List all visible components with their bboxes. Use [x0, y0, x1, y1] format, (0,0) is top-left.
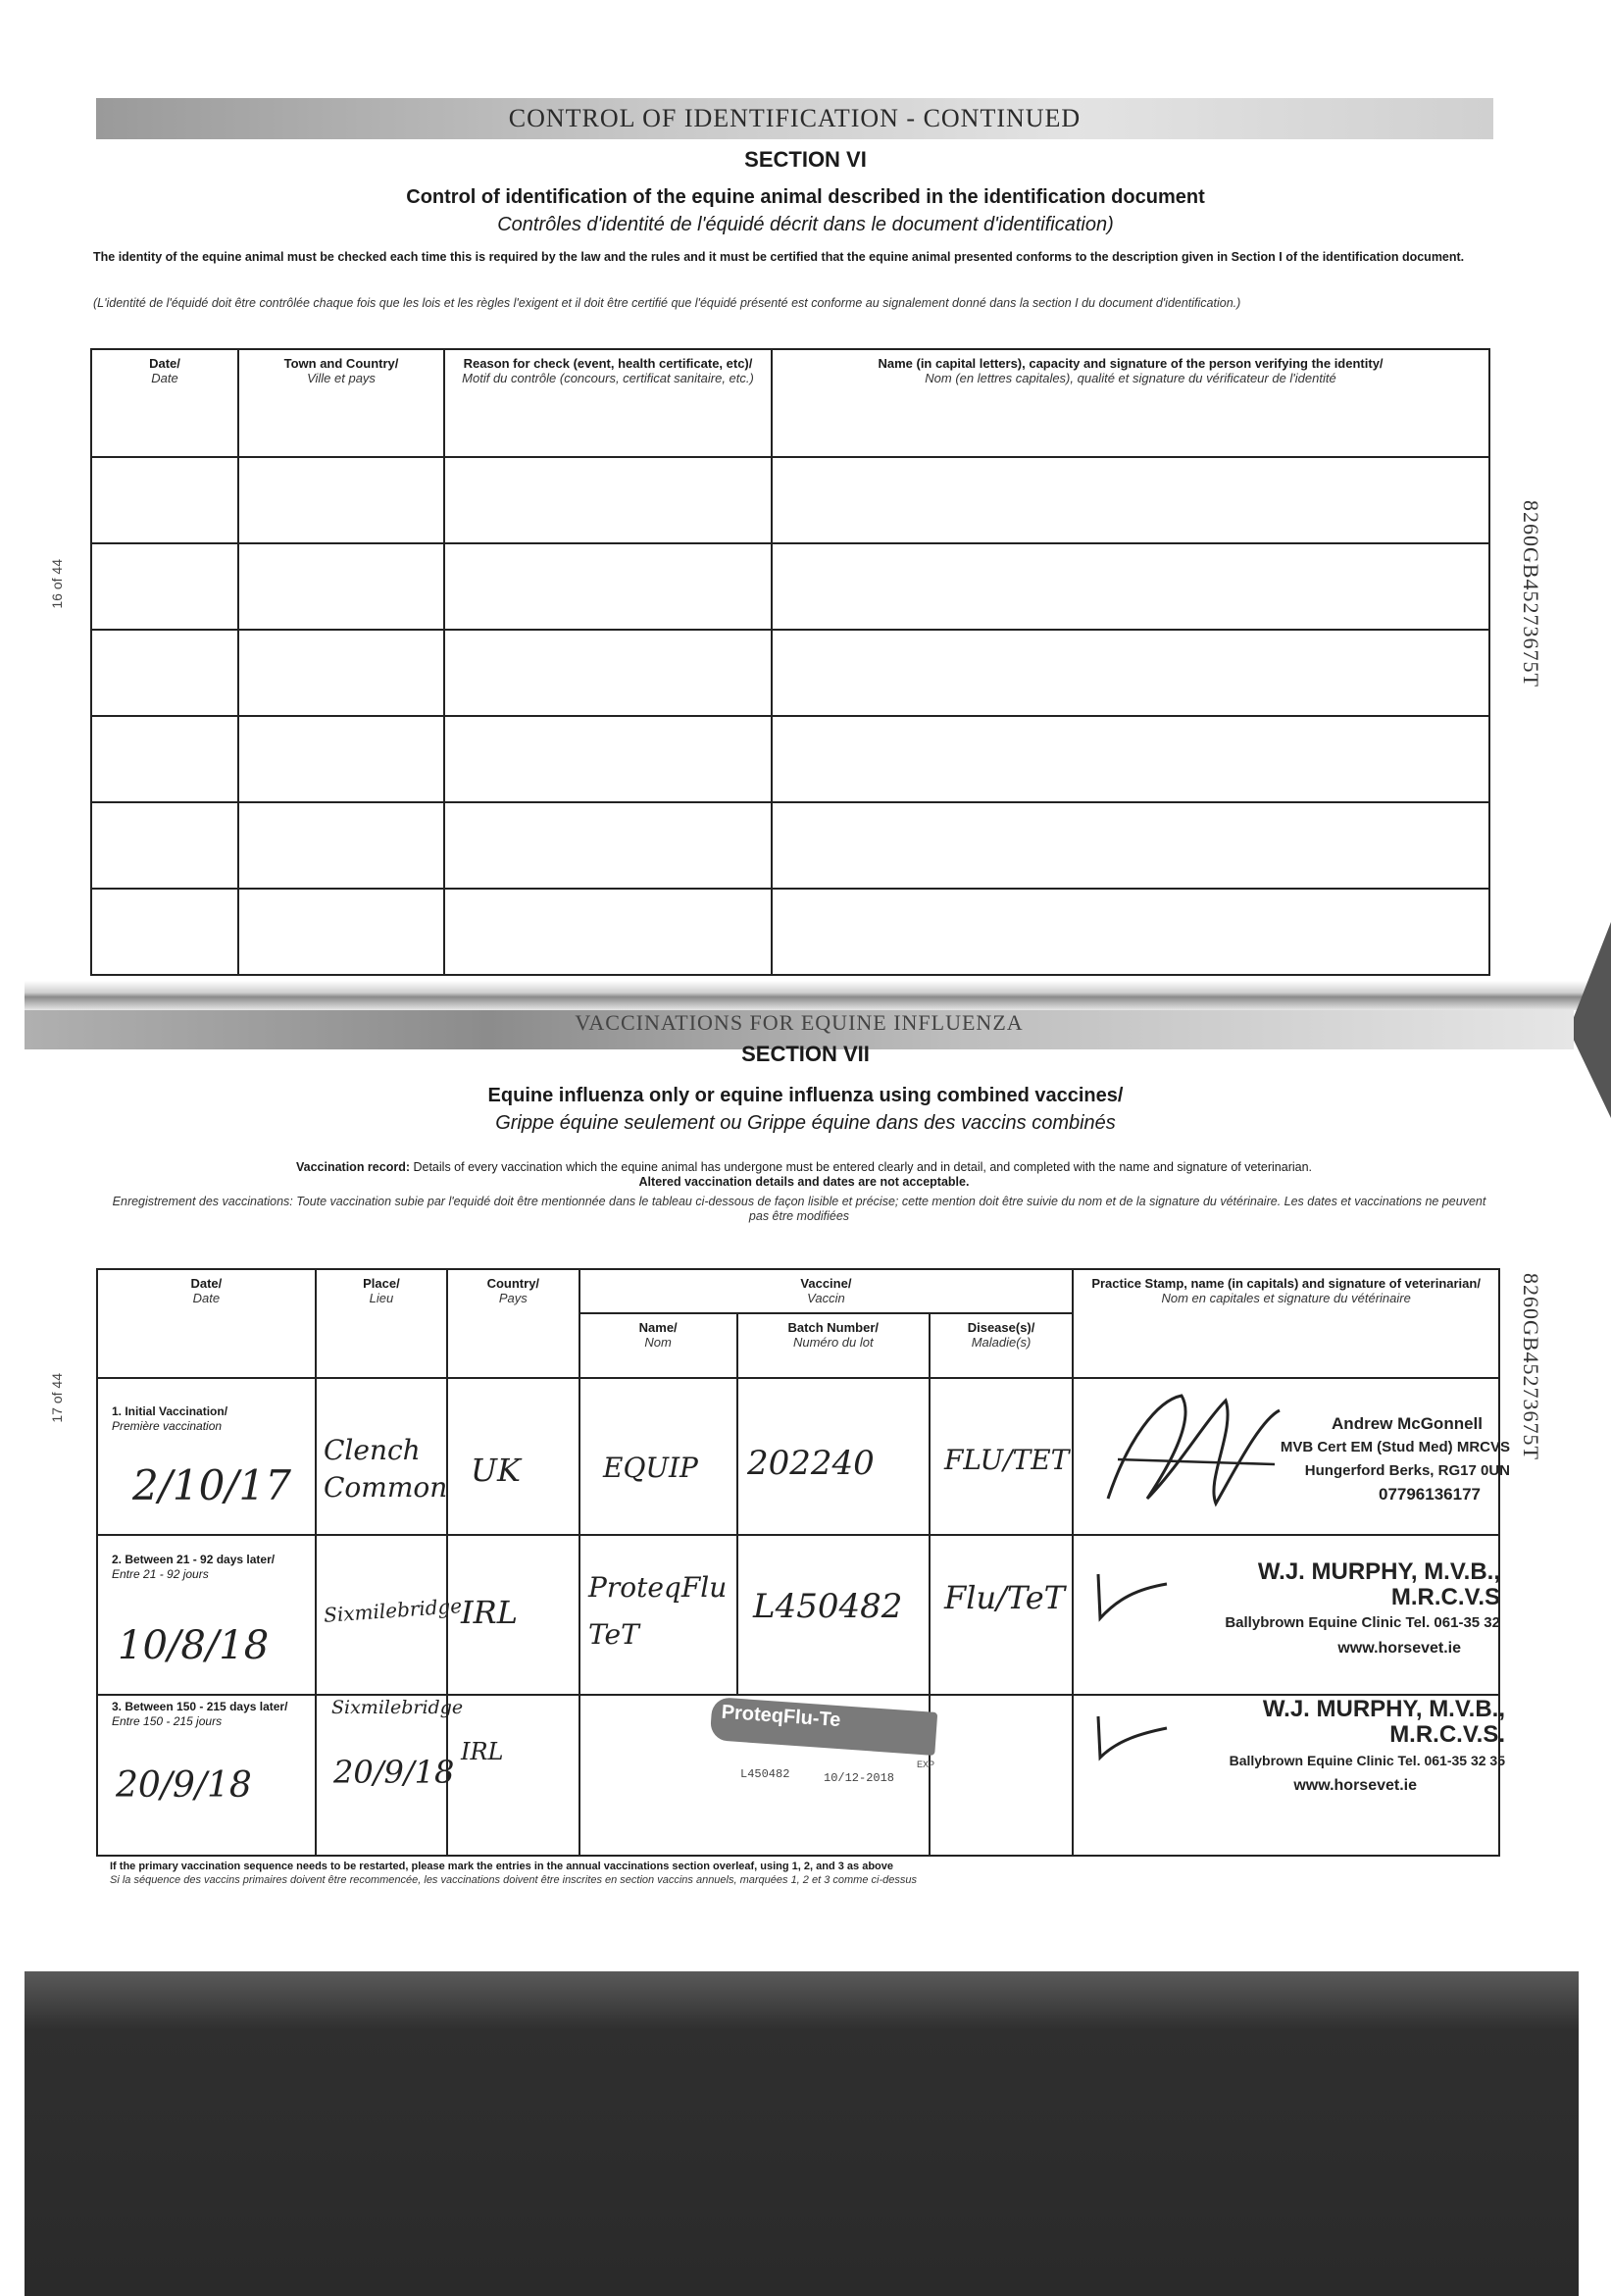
row3-label: 3. Between 150 - 215 days later/ Entre 150 - 215 jours [112, 1700, 288, 1728]
row2-signature [1088, 1559, 1177, 1628]
record-en2: Altered vaccination details and dates are not acceptable. [638, 1175, 970, 1189]
page-fold-shadow [25, 981, 1588, 1010]
section7-subtitle-fr: Grippe équine seulement ou Grippe équine dans des vaccins combinés [495, 1112, 1116, 1134]
table-row [91, 716, 1489, 802]
scan-dark-edge [25, 1971, 1579, 2296]
row2-stamp-line2: Ballybrown Equine Clinic Tel. 061-35 32 [1225, 1614, 1500, 1631]
header-town: Town and Country/ Ville et pays [238, 349, 444, 457]
table-row [91, 457, 1489, 543]
header-date: Date/ Date [91, 349, 238, 457]
record-en: Details of every vaccination which the equine animal has undergone must be entered clearly and in detail, and completed with the name and signature of veterinarian. [413, 1160, 1313, 1174]
vaccine-sticker [711, 1701, 935, 1803]
header-place: Place/ Lieu [316, 1269, 447, 1378]
sticker-batch: L450482 [740, 1767, 790, 1781]
row1-batch: 202240 [747, 1444, 875, 1483]
row3-place-date: 20/9/18 [333, 1754, 455, 1791]
vaccination-record-note [108, 1160, 1500, 1190]
section6-banner [96, 98, 1493, 139]
row2-stamp-name: W.J. MURPHY, M.V.B., M.R.C.V.S [1257, 1558, 1500, 1610]
section6-banner-title: CONTROL OF IDENTIFICATION - CONTINUED [508, 104, 1082, 132]
header-verifier: Name (in capital letters), capacity and signature of the person verifying the identity/ Nom (en lettres capitales), qualité et signature du vérificateur de l'identité [772, 349, 1489, 457]
table-row [91, 630, 1489, 716]
table-row [91, 543, 1489, 630]
side-id-bottom: 8260GB45273675T [1519, 1273, 1543, 1460]
row1-place: Clench Common [324, 1434, 448, 1504]
header-reason: Reason for check (event, health certificate, etc)/ Motif du contrôle (concours, certificat sanitaire, etc.) [444, 349, 772, 457]
section6-subtitle-en: Control of identification of the equine animal described in the identification document [406, 186, 1205, 208]
section7-subtitle-en: Equine influenza only or equine influenza using combined vaccines/ [487, 1085, 1124, 1106]
header-country: Country/ Pays [447, 1269, 579, 1378]
page-label-16: 16 of 44 [49, 559, 65, 609]
sticker-expiry: 10/12-2018 [824, 1771, 895, 1785]
identity-check-table [90, 348, 1490, 976]
section6-title: SECTION VI [744, 147, 867, 172]
row1-disease: FLU/TET [944, 1444, 1070, 1476]
section7-title: SECTION VII [741, 1042, 870, 1066]
side-id-top: 8260GB45273675T [1519, 500, 1543, 688]
header-disease: Disease(s)/ Maladie(s) [930, 1313, 1073, 1377]
row1-country: UK [471, 1452, 521, 1489]
record-label: Vaccination record: [295, 1160, 410, 1174]
page-label-17: 17 of 44 [49, 1373, 65, 1423]
table-row [91, 889, 1489, 975]
header-vacc-date: Date/ Date [97, 1269, 316, 1378]
row2-place: Sixmilebridge [323, 1594, 463, 1627]
row1-stamp-line2: MVB Cert EM (Stud Med) MRCVS [1280, 1439, 1510, 1455]
section7-banner-title: VACCINATIONS FOR EQUINE INFLUENZA [575, 1010, 1024, 1035]
row1-vaccine-name: EQUIP [603, 1452, 698, 1484]
row3-stamp-name: W.J. MURPHY, M.V.B., M.R.C.V.S. [1262, 1696, 1505, 1748]
row1-stamp [1245, 1412, 1510, 1506]
row2-date: 10/8/18 [118, 1623, 270, 1668]
row3-stamp-line2: Ballybrown Equine Clinic Tel. 061-35 32 35 [1229, 1753, 1505, 1768]
sticker-brand: ProteqFlu-Te [710, 1697, 938, 1756]
row2-stamp-line3: www.horsevet.ie [1337, 1640, 1461, 1657]
row3-stamp-line3: www.horsevet.ie [1293, 1777, 1417, 1794]
row2-disease: Flu/TeT [944, 1579, 1065, 1616]
section6-subtitle-fr: Contrôles d'identité de l'équidé décrit dans le document d'identification) [497, 214, 1114, 235]
row3-place: Sixmilebridge [331, 1697, 464, 1718]
row1-stamp-line3: Hungerford Berks, RG17 0UN [1304, 1462, 1510, 1479]
footnote-en: If the primary vaccination sequence needs to be restarted, please mark the entries in the annual vaccinations section overleaf, using 1, 2, and 3 as above [110, 1861, 894, 1872]
section6-note-fr: (L'identité de l'équidé doit être contrôlée chaque fois que les lois et les règles l'exigent et il doit être certifié que l'équidé présenté est conforme au signalement donné dans la section I du document d'identification.) [93, 296, 1241, 310]
row2-vaccine-name: ProteqFlu TeT [588, 1571, 728, 1651]
row3-stamp [1152, 1697, 1505, 1799]
row2-stamp [1167, 1559, 1500, 1661]
row1-stamp-name: Andrew McGonnell [1332, 1414, 1483, 1433]
footnote-fr: Si la séquence des vaccins primaires doivent être recommencée, les vaccinations doivent être inscrites en section vaccins annuels, marquées 1, 2 et 3 comme ci-dessus [110, 1874, 917, 1886]
header-batch: Batch Number/ Numéro du lot [737, 1313, 930, 1377]
section6-note-en: The identity of the equine animal must be checked each time this is required by the law and the rules and it must be certified that the equine animal presented conforms to the description given in Section I of the identification document. [93, 250, 1465, 264]
header-vaccine: Vaccine/ Vaccin [579, 1269, 1074, 1313]
row3-date: 20/9/18 [116, 1765, 252, 1806]
vaccination-record-fr: Enregistrement des vaccinations: Toute vaccination subie par l'equidé doit être mentionnée dans le tableau ci-dessous de façon lisible et précise; cette mention doit être suivie du nom et de la signature du vétérinaire. Les dates et vaccinations ne peuvent pas être modifiées [112, 1195, 1486, 1223]
row1-stamp-line4: 07796136177 [1378, 1485, 1481, 1504]
row3-country: IRL [461, 1738, 504, 1765]
row2-label: 2. Between 21 - 92 days later/ Entre 21 - 92 jours [112, 1553, 276, 1581]
row2-country: IRL [461, 1594, 518, 1631]
row1-label: 1. Initial Vaccination/ Première vaccination [112, 1404, 228, 1433]
header-vaccine-name: Name/ Nom [579, 1313, 737, 1377]
header-stamp: Practice Stamp, name (in capitals) and signature of veterinarian/ Nom en capitales et signature du vétérinaire [1073, 1269, 1499, 1378]
table-row [91, 802, 1489, 889]
row2-batch: L450482 [753, 1587, 903, 1626]
row1-date: 2/10/17 [132, 1461, 291, 1509]
sticker-exp-label: EXP [917, 1760, 935, 1769]
